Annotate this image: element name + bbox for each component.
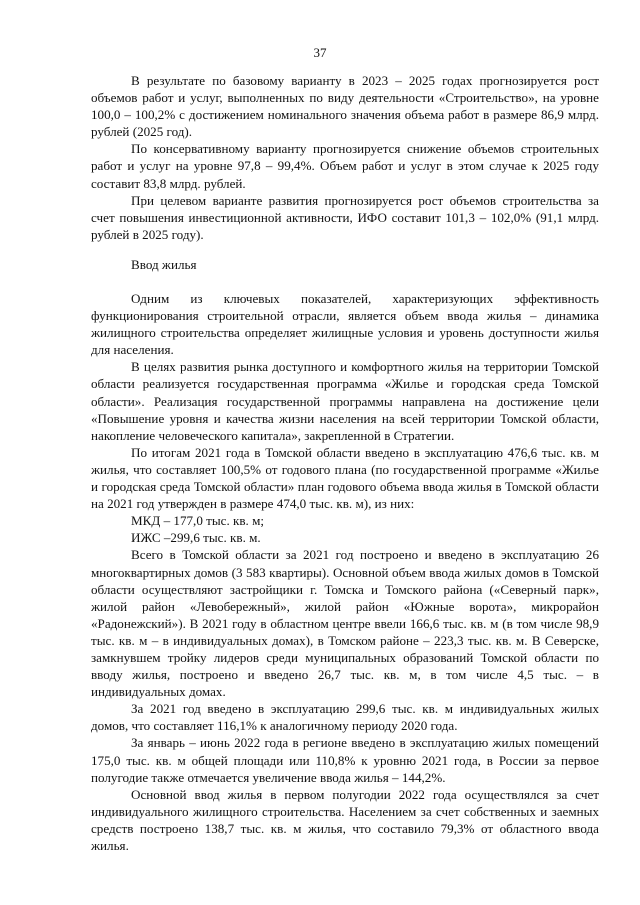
list-item-mkd: МКД – 177,0 тыс. кв. м; bbox=[131, 513, 265, 529]
paragraph-state-program: В целях развития рынка доступного и комфортного жилья на территории Томской области реализуется государственная программа «Жилье и городская среда Томской области». Реализация государственной программы направлена на достижение цели «Повышение уровня и качества жизни населения на всей территории Томской области, накопление человеческого капитала», закрепленной в Стратегии. bbox=[91, 359, 599, 443]
section-heading: Ввод жилья bbox=[131, 257, 197, 272]
paragraph-target-scenario: При целевом варианте развития прогнозируется рост объемов строительства за счет повышения инвестиционной активности, ИФО составит 101,3 – 102,0% (91,1 млрд. рублей в 2025 году). bbox=[91, 192, 599, 242]
paragraph-individual-houses: За 2021 год введено в эксплуатацию 299,6 тыс. кв. м индивидуальных жилых домов, что составляет 116,1% к аналогичному периоду 2020 года. bbox=[91, 701, 599, 734]
forecast-section bbox=[91, 72, 599, 243]
paragraph-individual-construction: Основной ввод жилья в первом полугодии 2022 года осуществлялся за счет индивидуального жилищного строительства. Населением за счет собственных и заемных средств построено 138,7 тыс. кв. м жилья, что составило 79,3% от областного ввода жилья. bbox=[91, 786, 599, 853]
paragraph-conservative-scenario: По консервативному варианту прогнозируется снижение объемов строительных работ и услуг на уровне 97,8 – 99,4%. Объем работ и услуг в этом случае к 2025 году составит 83,8 млрд. рублей. bbox=[91, 141, 599, 191]
housing-section bbox=[91, 290, 599, 854]
paragraph-2021-results: По итогам 2021 года в Томской области введено в эксплуатацию 476,6 тыс. кв. м жилья, что составляет 100,5% от годового плана (по государственной программе «Жилье и городская среда Томской области» план годового объема ввода жилья в Томской области на 2021 год утвержден в размере 474,0 тыс. кв. м), из них: bbox=[91, 444, 599, 512]
paragraph-first-half-2022: За январь – июнь 2022 года в регионе введено в эксплуатацию жилых помещений 175,0 тыс. кв. м общей площади или 110,8% к уровню 2021 года, в России за первое полугодие также отмечается увеличение ввода жилья – 144,2%. bbox=[91, 735, 599, 785]
page-number: 37 bbox=[313, 45, 327, 60]
paragraph-base-scenario: В результате по базовому варианту в 2023 – 2025 годах прогнозируется рост объемов работ и услуг, выполненных по виду деятельности «Строительство», на уровне 100,0 – 100,2% с достижением номинального значения объема работ в размере 86,9 млрд. рублей (2025 год). bbox=[91, 73, 599, 140]
paragraph-apartment-buildings: Всего в Томской области за 2021 год построено и введено в эксплуатацию 26 многоквартирных домов (3 583 квартиры). Основной объем ввода жилых домов в Томской области осуществляют застройщики г. Томска и Томского района («Северный парк», жилой район «Левобережный», жилой район «Южные ворота», микрорайон «Радонежский»). В 2021 году в областном центре ввели 166,6 тыс. кв. м (в том числе 98,9 тыс. кв. м – в индивидуальных домах), в Томском районе – 223,3 тыс. кв. м. В Северске, замкнувшем тройку лидеров среди муниципальных образований Томской области по вводу жилья, построено и введено 26,7 тыс. кв. м, в том числе 4,5 тыс. – в индивидуальных домах. bbox=[91, 547, 599, 700]
list-item-izhs: ИЖС –299,6 тыс. кв. м. bbox=[131, 530, 261, 546]
paragraph-key-indicator: Одним из ключевых показателей, характеризующих эффективность функционирования строительной отрасли, является объем ввода жилья – динамика жилищного строительства определяет жилищные условия и уровень доступности жилья для населения. bbox=[91, 291, 599, 358]
section-heading-wrap bbox=[91, 256, 599, 273]
